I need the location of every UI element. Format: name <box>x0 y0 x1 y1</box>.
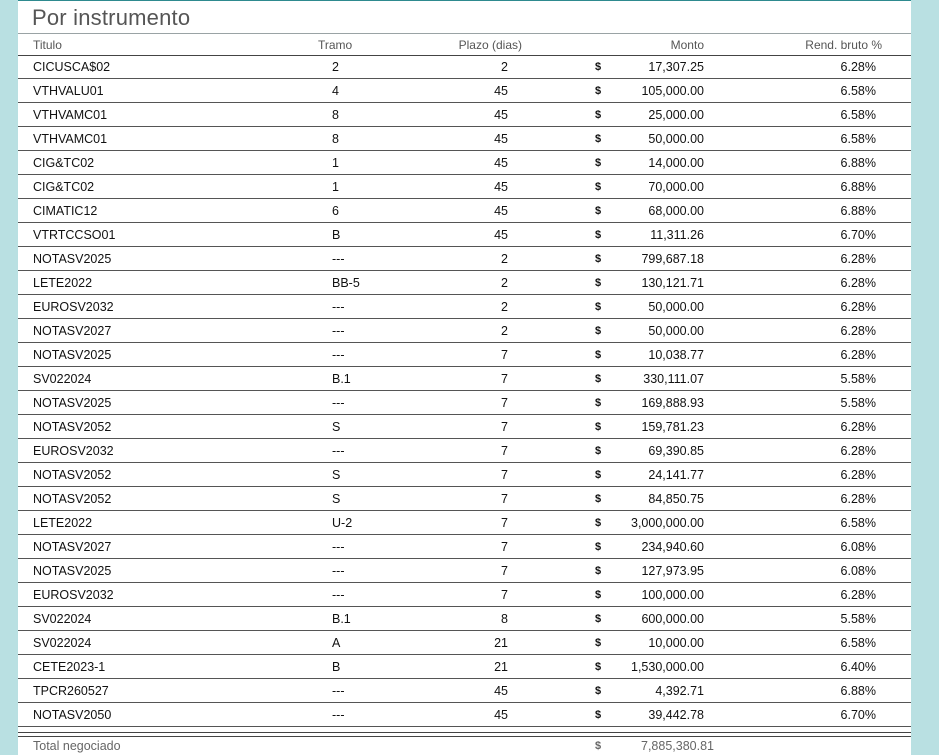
table-row <box>18 583 911 607</box>
table-row <box>18 103 911 127</box>
table-row <box>18 223 911 247</box>
cell-tramo: 8 <box>332 132 339 146</box>
table-row <box>18 655 911 679</box>
cell-currency: $ <box>595 133 602 145</box>
cell-rend: 6.70% <box>840 708 876 722</box>
cell-tramo: 1 <box>332 156 339 170</box>
table-row <box>18 703 911 727</box>
cell-currency: $ <box>595 157 602 169</box>
cell-tramo: A <box>332 636 341 650</box>
cell-monto: 10,000.00 <box>648 636 704 650</box>
cell-rend: 6.58% <box>840 84 876 98</box>
cell-titulo: EUROSV2032 <box>33 588 114 602</box>
cell-rend: 6.70% <box>840 228 876 242</box>
table-row <box>18 559 911 583</box>
cell-rend: 6.88% <box>840 156 876 170</box>
table-row <box>18 631 911 655</box>
cell-plazo: 45 <box>494 684 508 698</box>
cell-tramo: S <box>332 468 341 482</box>
cell-monto: 84,850.75 <box>648 492 704 506</box>
table-row <box>18 463 911 487</box>
cell-rend: 6.88% <box>840 684 876 698</box>
cell-titulo: NOTASV2027 <box>33 540 112 554</box>
cell-currency: $ <box>595 445 602 457</box>
total-label: Total negociado <box>33 739 121 753</box>
cell-titulo: VTHVALU01 <box>33 84 104 98</box>
total-divider <box>18 732 911 737</box>
cell-tramo: --- <box>332 444 345 458</box>
cell-titulo: CIG&TC02 <box>33 180 95 194</box>
cell-rend: 6.28% <box>840 60 876 74</box>
cell-currency: $ <box>595 325 602 337</box>
cell-currency: $ <box>595 229 602 241</box>
cell-rend: 5.58% <box>840 612 876 626</box>
cell-rend: 6.88% <box>840 180 876 194</box>
cell-monto: 799,687.18 <box>641 252 704 266</box>
cell-monto: 68,000.00 <box>648 204 704 218</box>
table-header <box>18 35 911 56</box>
cell-tramo: --- <box>332 300 345 314</box>
cell-plazo: 7 <box>501 588 508 602</box>
cell-currency: $ <box>595 349 602 361</box>
cell-plazo: 7 <box>501 372 508 386</box>
cell-plazo: 2 <box>501 60 508 74</box>
table-row <box>18 511 911 535</box>
cell-monto: 17,307.25 <box>648 60 704 74</box>
cell-plazo: 45 <box>494 108 508 122</box>
cell-titulo: SV022024 <box>33 612 92 626</box>
cell-monto: 10,038.77 <box>648 348 704 362</box>
cell-rend: 6.28% <box>840 468 876 482</box>
table-row <box>18 127 911 151</box>
cell-monto: 3,000,000.00 <box>631 516 704 530</box>
cell-monto: 25,000.00 <box>648 108 704 122</box>
cell-monto: 14,000.00 <box>648 156 704 170</box>
table-row <box>18 607 911 631</box>
cell-titulo: SV022024 <box>33 372 92 386</box>
cell-monto: 50,000.00 <box>648 324 704 338</box>
cell-rend: 6.58% <box>840 636 876 650</box>
cell-currency: $ <box>595 469 602 481</box>
cell-tramo: --- <box>332 348 345 362</box>
cell-currency: $ <box>595 277 602 289</box>
cell-currency: $ <box>595 613 602 625</box>
cell-currency: $ <box>595 109 602 121</box>
cell-tramo: 2 <box>332 60 339 74</box>
cell-monto: 169,888.93 <box>641 396 704 410</box>
cell-monto: 100,000.00 <box>641 588 704 602</box>
cell-tramo: S <box>332 492 341 506</box>
cell-plazo: 7 <box>501 420 508 434</box>
table-row <box>18 343 911 367</box>
cell-monto: 1,530,000.00 <box>631 660 704 674</box>
cell-monto: 50,000.00 <box>648 300 704 314</box>
cell-rend: 6.28% <box>840 324 876 338</box>
cell-plazo: 7 <box>501 516 508 530</box>
cell-currency: $ <box>595 421 602 433</box>
cell-tramo: --- <box>332 684 345 698</box>
table-body <box>18 55 911 727</box>
cell-currency: $ <box>595 85 602 97</box>
cell-rend: 6.88% <box>840 204 876 218</box>
cell-plazo: 45 <box>494 156 508 170</box>
cell-titulo: NOTASV2052 <box>33 492 112 506</box>
cell-currency: $ <box>595 253 602 265</box>
cell-monto: 330,111.07 <box>643 372 704 386</box>
instrument-panel <box>18 0 911 755</box>
cell-tramo: --- <box>332 564 345 578</box>
cell-titulo: LETE2022 <box>33 516 93 530</box>
table-row <box>18 271 911 295</box>
cell-tramo: --- <box>332 588 345 602</box>
cell-plazo: 45 <box>494 132 508 146</box>
cell-titulo: NOTASV2027 <box>33 324 112 338</box>
cell-tramo: 8 <box>332 108 339 122</box>
cell-currency: $ <box>595 61 602 73</box>
cell-plazo: 7 <box>501 348 508 362</box>
total-currency: $ <box>595 740 602 752</box>
table-row <box>18 439 911 463</box>
cell-currency: $ <box>595 637 602 649</box>
cell-plazo: 7 <box>501 492 508 506</box>
title-divider <box>18 33 911 34</box>
header-tramo: Tramo <box>318 38 353 52</box>
cell-rend: 6.08% <box>840 564 876 578</box>
cell-titulo: CIMATIC12 <box>33 204 98 218</box>
cell-titulo: CICUSCA$02 <box>33 60 111 74</box>
cell-titulo: VTHVAMC01 <box>33 132 108 146</box>
cell-monto: 69,390.85 <box>648 444 704 458</box>
cell-rend: 6.58% <box>840 108 876 122</box>
cell-tramo: 1 <box>332 180 339 194</box>
table-row <box>18 415 911 439</box>
cell-titulo: NOTASV2052 <box>33 420 112 434</box>
cell-monto: 159,781.23 <box>641 420 704 434</box>
cell-titulo: NOTASV2025 <box>33 564 112 578</box>
cell-plazo: 7 <box>501 396 508 410</box>
cell-tramo: U-2 <box>332 516 353 530</box>
cell-monto: 600,000.00 <box>641 612 704 626</box>
table-row <box>18 247 911 271</box>
cell-monto: 130,121.71 <box>641 276 704 290</box>
table-row <box>18 55 911 79</box>
cell-plazo: 45 <box>494 708 508 722</box>
cell-currency: $ <box>595 181 602 193</box>
cell-titulo: CETE2023-1 <box>33 660 106 674</box>
cell-titulo: NOTASV2025 <box>33 348 112 362</box>
cell-plazo: 7 <box>501 564 508 578</box>
table-row <box>18 175 911 199</box>
cell-tramo: B <box>332 660 341 674</box>
cell-tramo: B <box>332 228 341 242</box>
cell-tramo: 6 <box>332 204 339 218</box>
cell-rend: 6.28% <box>840 588 876 602</box>
table-row <box>18 367 911 391</box>
cell-tramo: S <box>332 420 341 434</box>
header-monto: Monto <box>670 38 704 52</box>
cell-titulo: VTRTCCSO01 <box>33 228 116 242</box>
cell-currency: $ <box>595 205 602 217</box>
cell-titulo: TPCR260527 <box>33 684 109 698</box>
total-row <box>18 738 911 755</box>
cell-currency: $ <box>595 517 602 529</box>
table-row <box>18 199 911 223</box>
header-rend: Rend. bruto % <box>805 38 882 52</box>
cell-monto: 4,392.71 <box>655 684 704 698</box>
section-title: Por instrumento <box>32 5 191 30</box>
cell-plazo: 7 <box>501 540 508 554</box>
header-plazo: Plazo (dias) <box>458 38 522 52</box>
cell-plazo: 2 <box>501 324 508 338</box>
cell-rend: 6.28% <box>840 420 876 434</box>
table-row <box>18 79 911 103</box>
cell-tramo: B.1 <box>332 372 351 386</box>
cell-titulo: CIG&TC02 <box>33 156 95 170</box>
cell-titulo: EUROSV2032 <box>33 300 114 314</box>
cell-currency: $ <box>595 709 602 721</box>
table-row <box>18 151 911 175</box>
table-row <box>18 319 911 343</box>
cell-monto: 234,940.60 <box>641 540 704 554</box>
cell-rend: 6.58% <box>840 516 876 530</box>
cell-titulo: VTHVAMC01 <box>33 108 108 122</box>
cell-tramo: 4 <box>332 84 339 98</box>
cell-titulo: NOTASV2050 <box>33 708 112 722</box>
cell-rend: 6.28% <box>840 300 876 314</box>
table-row <box>18 679 911 703</box>
cell-rend: 5.58% <box>840 372 876 386</box>
cell-rend: 6.28% <box>840 276 876 290</box>
cell-tramo: --- <box>332 252 345 266</box>
cell-tramo: --- <box>332 540 345 554</box>
cell-rend: 6.28% <box>840 252 876 266</box>
cell-plazo: 2 <box>501 276 508 290</box>
cell-plazo: 2 <box>501 300 508 314</box>
cell-rend: 6.28% <box>840 492 876 506</box>
cell-plazo: 45 <box>494 84 508 98</box>
cell-tramo: BB-5 <box>332 276 360 290</box>
cell-titulo: NOTASV2025 <box>33 396 112 410</box>
table-row <box>18 535 911 559</box>
cell-plazo: 7 <box>501 444 508 458</box>
cell-plazo: 7 <box>501 468 508 482</box>
cell-monto: 39,442.78 <box>648 708 704 722</box>
header-titulo: Titulo <box>33 38 62 52</box>
cell-currency: $ <box>595 301 602 313</box>
cell-plazo: 45 <box>494 204 508 218</box>
cell-plazo: 21 <box>494 660 508 674</box>
cell-rend: 5.58% <box>840 396 876 410</box>
total-monto: 7,885,380.81 <box>641 739 714 753</box>
cell-currency: $ <box>595 589 602 601</box>
cell-plazo: 2 <box>501 252 508 266</box>
cell-tramo: --- <box>332 324 345 338</box>
table-row <box>18 487 911 511</box>
cell-currency: $ <box>595 493 602 505</box>
cell-monto: 50,000.00 <box>648 132 704 146</box>
cell-monto: 70,000.00 <box>648 180 704 194</box>
cell-currency: $ <box>595 661 602 673</box>
cell-monto: 11,311.26 <box>650 228 704 242</box>
cell-titulo: EUROSV2032 <box>33 444 114 458</box>
cell-monto: 24,141.77 <box>648 468 704 482</box>
cell-titulo: NOTASV2052 <box>33 468 112 482</box>
cell-plazo: 45 <box>494 228 508 242</box>
table-row <box>18 391 911 415</box>
cell-monto: 127,973.95 <box>641 564 704 578</box>
cell-plazo: 45 <box>494 180 508 194</box>
cell-titulo: LETE2022 <box>33 276 93 290</box>
cell-currency: $ <box>595 373 602 385</box>
cell-tramo: B.1 <box>332 612 351 626</box>
cell-currency: $ <box>595 565 602 577</box>
cell-currency: $ <box>595 541 602 553</box>
cell-rend: 6.40% <box>840 660 876 674</box>
cell-plazo: 21 <box>494 636 508 650</box>
cell-titulo: SV022024 <box>33 636 92 650</box>
cell-plazo: 8 <box>501 612 508 626</box>
cell-rend: 6.28% <box>840 444 876 458</box>
cell-rend: 6.58% <box>840 132 876 146</box>
cell-currency: $ <box>595 685 602 697</box>
cell-titulo: NOTASV2025 <box>33 252 112 266</box>
cell-currency: $ <box>595 397 602 409</box>
cell-tramo: --- <box>332 708 345 722</box>
cell-monto: 105,000.00 <box>641 84 704 98</box>
table-row <box>18 295 911 319</box>
cell-rend: 6.08% <box>840 540 876 554</box>
cell-rend: 6.28% <box>840 348 876 362</box>
cell-tramo: --- <box>332 396 345 410</box>
